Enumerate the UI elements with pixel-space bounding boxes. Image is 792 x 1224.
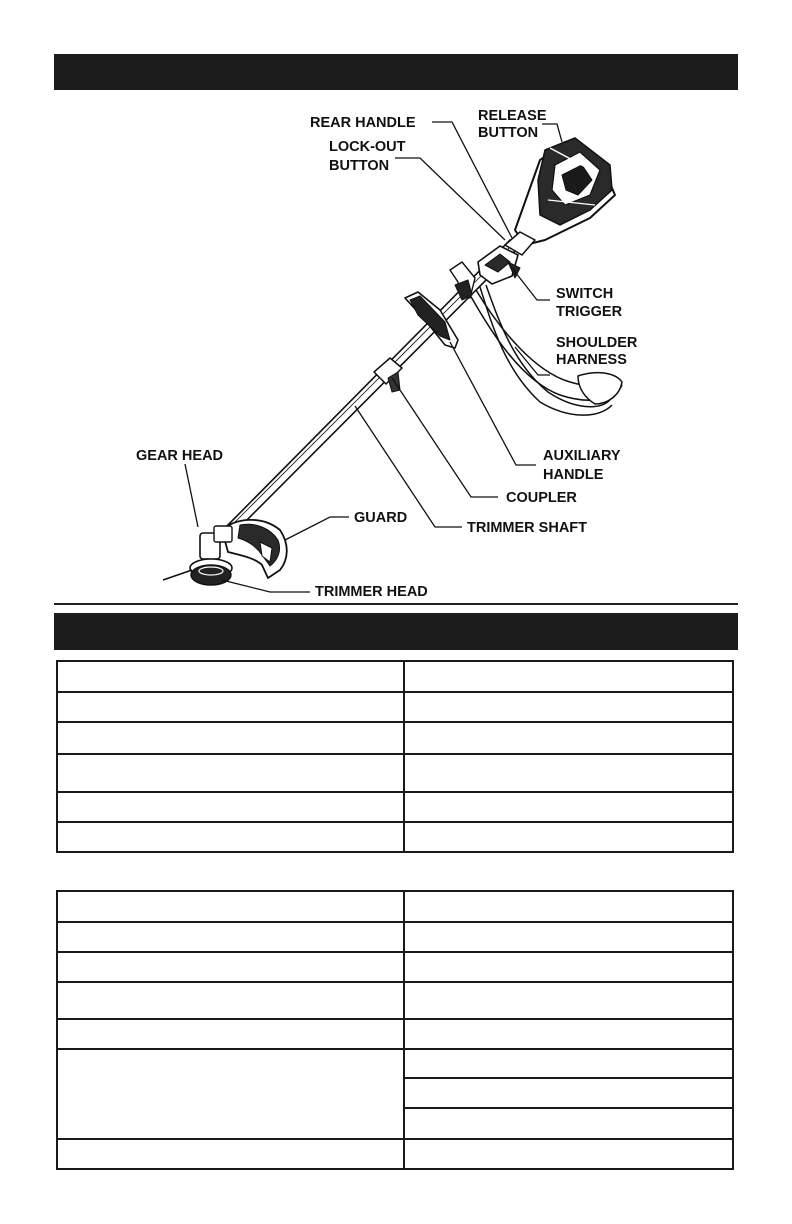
label-rear-handle: REAR HANDLE (310, 115, 416, 131)
table-cell (404, 722, 733, 754)
trimmer-shaft-drawing (223, 240, 520, 534)
table-row (57, 722, 733, 754)
table-row (57, 891, 733, 922)
label-coupler: COUPLER (506, 490, 577, 506)
table-cell (57, 692, 404, 722)
table-cell (57, 982, 404, 1019)
table-row (57, 982, 733, 1019)
label-gear-head: GEAR HEAD (136, 448, 224, 464)
label-shoulder-harness-line1: SHOULDER (556, 335, 638, 351)
table-row (57, 754, 733, 792)
table-cell (57, 822, 404, 852)
label-trimmer-head: TRIMMER HEAD (315, 584, 428, 600)
table-row (57, 922, 733, 952)
table-cell (404, 1078, 733, 1108)
label-switch-trigger-line2: TRIGGER (556, 304, 623, 320)
label-lock-out-line1: LOCK-OUT (329, 139, 406, 155)
section-header-bar (54, 54, 738, 90)
table-cell (57, 661, 404, 692)
table-row (57, 792, 733, 822)
table-cell (404, 661, 733, 692)
table-cell (404, 952, 733, 982)
table-cell (404, 982, 733, 1019)
table-cell (404, 822, 733, 852)
label-auxiliary-handle-line2: HANDLE (543, 467, 604, 483)
table-cell (57, 1139, 404, 1169)
harness-hook-drawing (450, 262, 475, 300)
label-auxiliary-handle-line1: AUXILIARY (543, 448, 621, 464)
table-cell (404, 754, 733, 792)
table-row (57, 661, 733, 692)
table-cell (57, 952, 404, 982)
trimmer-diagram (0, 95, 792, 605)
label-lock-out-line2: BUTTON (329, 158, 390, 174)
table-row (57, 822, 733, 852)
table-row (57, 692, 733, 722)
table-cell (404, 1019, 733, 1049)
table-cell (57, 792, 404, 822)
table-cell (404, 1108, 733, 1139)
table-cell (57, 1019, 404, 1049)
label-release-button-line1: RELEASE (478, 108, 547, 124)
table-row (57, 1139, 733, 1169)
table-row (57, 952, 733, 982)
label-switch-trigger-line1: SWITCH (556, 286, 614, 302)
table-cell (57, 754, 404, 792)
table-row (57, 1019, 733, 1049)
label-guard: GUARD (354, 510, 408, 526)
battery-pack-drawing (505, 138, 615, 255)
section-divider (54, 603, 738, 605)
table-cell-merged (57, 1049, 404, 1139)
specifications-table-1 (56, 660, 734, 853)
label-trimmer-shaft: TRIMMER SHAFT (467, 520, 588, 536)
table-cell (404, 891, 733, 922)
table-cell (404, 692, 733, 722)
table-cell (404, 1139, 733, 1169)
table-cell (404, 1049, 733, 1078)
gear-head-drawing (163, 526, 232, 585)
label-release-button-line2: BUTTON (478, 125, 539, 141)
table-row (57, 1049, 733, 1078)
table-cell (404, 922, 733, 952)
table-cell (57, 922, 404, 952)
table-cell (57, 891, 404, 922)
table-cell (404, 792, 733, 822)
section-header-bar (54, 613, 738, 650)
table-cell (57, 722, 404, 754)
label-shoulder-harness-line2: HARNESS (556, 352, 627, 368)
specifications-table-2 (56, 890, 734, 1170)
